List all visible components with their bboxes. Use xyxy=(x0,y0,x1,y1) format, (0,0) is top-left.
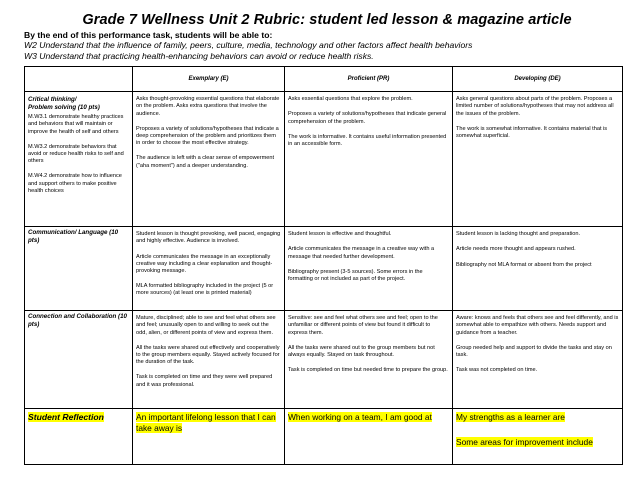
reflection-label: Student Reflection xyxy=(28,412,104,423)
criterion-reflection xyxy=(25,409,133,465)
header-exemplary: Exemplary (E) xyxy=(133,67,285,92)
criterion-critical-thinking xyxy=(25,92,133,227)
criterion-connection xyxy=(25,311,133,409)
standard-w3: W3 Understand that practicing health-enhancing behaviors can avoid or reduce health risks. xyxy=(24,50,374,61)
critical-proficient xyxy=(285,92,453,227)
communication-developing xyxy=(453,227,623,311)
descriptor: Asks general questions about parts of the problem. Proposes a limited number of solutions/hypotheses that may not address all the issues of the problem. xyxy=(456,96,614,117)
descriptor: MLA formatted bibliography included in the project (5 or more sources) (at least one is printed material) xyxy=(136,283,274,297)
row-communication xyxy=(25,227,623,311)
descriptor: All the tasks were shared out to the group members but not always equally. Stayed on task throughout. xyxy=(288,344,435,359)
standard-mw32: M.W3.2 demonstrate behaviors that avoid or reduce health risks to self and others xyxy=(28,143,124,165)
reflection-developing xyxy=(453,409,623,465)
header-blank xyxy=(25,67,133,92)
descriptor: Asks thought-provoking essential questions that elaborate on the problem. Asks extra questions that involve the audience. xyxy=(136,96,280,117)
communication-exemplary xyxy=(133,227,285,311)
criterion-label-line2: Problem solving (10 pts) xyxy=(28,104,100,112)
descriptor: Task is completed on time and they were well prepared and it was professional. xyxy=(136,374,273,388)
descriptor: Article communicates the message in an exceptionally creative way including a clear explanation and thought-provoking message. xyxy=(136,253,273,275)
row-reflection xyxy=(25,409,623,465)
critical-developing xyxy=(453,92,623,227)
descriptor: Group needed help and support to divide the tasks and stay on task. xyxy=(456,344,612,359)
reflection-prompt-lesson: An important lifelong lesson that I can take away is xyxy=(136,412,276,434)
descriptor: Mature, disciplined; able to see and feel what others see and feel; unusually open to and willing to seek out the odd, alien, or different points of view and express them. xyxy=(136,315,276,336)
header-proficient: Proficient (PR) xyxy=(285,67,453,92)
criterion-label-line1: Critical thinking/ xyxy=(28,96,77,104)
descriptor: Bibliography not MLA format or absent from the project xyxy=(456,261,592,268)
descriptor: Aware: knows and feels that others see and feel differently, and is somewhat able to empathize with others. Needs support and guidance from a teacher. xyxy=(456,315,619,336)
descriptor: Asks essential questions that explore the problem. xyxy=(288,96,413,103)
descriptor: Student lesson is lacking thought and preparation. xyxy=(456,231,581,238)
reflection-exemplary xyxy=(133,409,285,465)
intro-block xyxy=(24,30,630,61)
descriptor: Proposes a variety of solutions/hypotheses that indicate general comprehension of the problem. xyxy=(288,111,447,125)
reflection-prompt-team: When working on a team, I am good at xyxy=(288,412,432,423)
row-critical-thinking xyxy=(25,92,623,227)
header-developing: Developing (DE) xyxy=(453,67,623,92)
connection-exemplary xyxy=(133,311,285,409)
descriptor: The work is somewhat informative. It contains material that is somewhat superficial. xyxy=(456,125,608,140)
connection-developing xyxy=(453,311,623,409)
descriptor: Proposes a variety of solutions/hypotheses that indicate a deep comprehension of the problem and prioritizes them in order to choose the most effective strategy. xyxy=(136,125,279,147)
page-title: Grade 7 Wellness Unit 2 Rubric: student led lesson & magazine article xyxy=(82,12,572,28)
descriptor: Task was not completed on time. xyxy=(456,367,538,374)
rubric-table xyxy=(24,66,623,465)
reflection-prompt-strengths: My strengths as a learner are xyxy=(456,412,565,423)
standard-mw31: M.W3.1 demonstrate healthy practices and behaviors that will maintain or improve the health of self and others xyxy=(28,114,124,135)
descriptor: Task is completed on time but needed time to prepare the group. xyxy=(288,367,448,374)
row-connection xyxy=(25,311,623,409)
descriptor: Article communicates the message in a creative way with a message that needed further development. xyxy=(288,246,435,260)
connection-proficient xyxy=(285,311,453,409)
critical-exemplary xyxy=(133,92,285,227)
intro-lead: By the end of this performance task, students will be able to: xyxy=(24,30,273,40)
reflection-prompt-improvement: Some areas for improvement include xyxy=(456,437,593,448)
reflection-proficient xyxy=(285,409,453,465)
communication-proficient xyxy=(285,227,453,311)
descriptor: Sensitive: see and feel what others see and feel; open to the unfamiliar or different points of view but found it difficult to express them. xyxy=(288,315,438,336)
criterion-communication xyxy=(25,227,133,311)
standard-w2: W2 Understand that the influence of family, peers, culture, media, technology and other factors affect health behaviors xyxy=(24,40,473,51)
criterion-label: Communication/ Language (10 pts) xyxy=(28,229,119,245)
standard-mw42: M.W4.2 demonstrate how to influence and support others to make positive health choices xyxy=(28,173,122,194)
descriptor: All the tasks were shared out effectively and cooperatively to the group members equally. Stayed actively focused for the duration of the task. xyxy=(136,344,280,366)
descriptor: Student lesson is thought provoking, well paced, engaging and highly effective. Audience is involved. xyxy=(136,231,281,245)
descriptor: Student lesson is effective and thoughtful. xyxy=(288,231,392,238)
criterion-label: Connection and Collaboration (10 pts) xyxy=(28,313,128,329)
descriptor: Article needs more thought and appears rushed. xyxy=(456,246,576,253)
descriptor: The audience is left with a clear sense of empowerment ("aha moment") and a deeper understanding. xyxy=(136,155,275,169)
descriptor: The work is informative. It contains useful information presented in an accessible form. xyxy=(288,133,447,148)
descriptor: Bibliography present (3-5 sources). Some errors in the formatting or not included as part of the project. xyxy=(288,268,423,283)
header-row xyxy=(25,67,623,92)
